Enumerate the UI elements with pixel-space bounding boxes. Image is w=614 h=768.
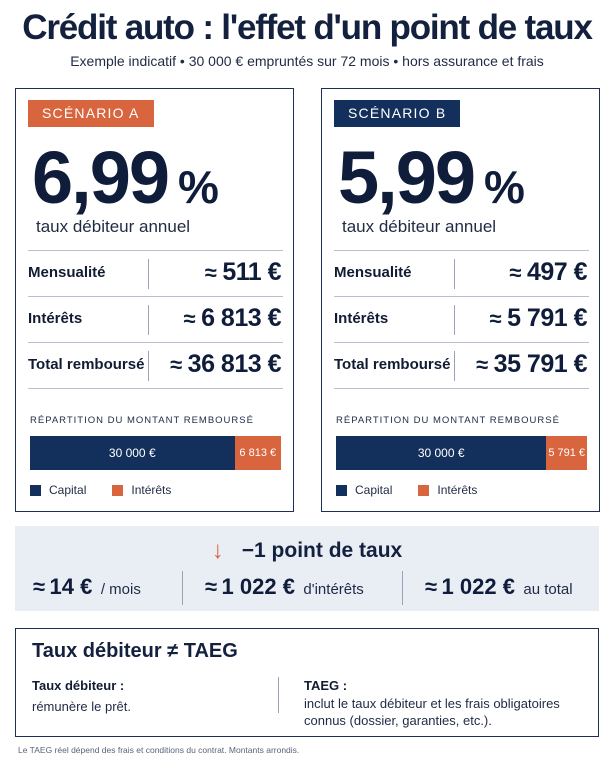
row-total bbox=[28, 342, 283, 387]
difference-monthly bbox=[33, 574, 141, 600]
row-divider bbox=[454, 305, 455, 335]
difference-divider bbox=[182, 571, 183, 605]
legend-capital: Capital bbox=[49, 483, 87, 497]
suffix: au total bbox=[523, 581, 573, 598]
row-value bbox=[170, 350, 281, 379]
rate-value: 6,99 bbox=[32, 136, 169, 219]
row-label: Intérêts bbox=[28, 310, 83, 327]
capital-segment: 30 000 € bbox=[30, 436, 235, 470]
capital-swatch bbox=[30, 485, 41, 496]
row-label: Intérêts bbox=[334, 310, 389, 327]
difference-total bbox=[425, 574, 573, 600]
row-divider bbox=[148, 259, 149, 289]
row-mensualite bbox=[28, 250, 283, 295]
amount: 5 791 € bbox=[507, 304, 587, 332]
row-interets bbox=[28, 296, 283, 341]
taux-debiteur-label: Taux débiteur : bbox=[32, 678, 125, 693]
approx-sign: ≈ bbox=[425, 574, 438, 599]
approx-sign: ≈ bbox=[183, 306, 196, 331]
scenario-b-card bbox=[321, 88, 600, 512]
row-divider-bottom bbox=[334, 388, 589, 389]
amount: 14 € bbox=[49, 574, 93, 599]
capital-swatch bbox=[336, 485, 347, 496]
taux-debiteur-text: rémunère le prêt. bbox=[32, 699, 131, 714]
amount: 6 813 € bbox=[201, 304, 281, 332]
definitions-title: Taux débiteur ≠ TAEG bbox=[32, 640, 238, 662]
suffix: d'intérêts bbox=[303, 581, 364, 598]
page-title: Crédit auto : l'effet d'un point de taux bbox=[22, 8, 592, 47]
difference-divider bbox=[402, 571, 403, 605]
interest-swatch bbox=[112, 485, 123, 496]
page-subtitle: Exemple indicatif • 30 000 € empruntés sur 72 mois • hors assurance et frais bbox=[70, 53, 544, 69]
split-legend bbox=[30, 483, 171, 497]
split-title: RÉPARTITION DU MONTANT REMBOURSÉ bbox=[30, 415, 254, 426]
approx-sign: ≈ bbox=[509, 260, 521, 285]
scenario-a-badge: SCÉNARIO A bbox=[28, 100, 154, 127]
scenario-b-rate bbox=[338, 135, 525, 220]
interest-segment: 6 813 € bbox=[235, 436, 281, 470]
scenario-a-rate bbox=[32, 135, 219, 220]
scenario-b-badge: SCÉNARIO B bbox=[334, 100, 460, 127]
taeg-label: TAEG : bbox=[304, 678, 348, 693]
legend-capital: Capital bbox=[355, 483, 393, 497]
difference-panel bbox=[15, 526, 599, 611]
difference-interest bbox=[205, 574, 364, 600]
amount: 36 813 € bbox=[187, 350, 281, 378]
row-divider bbox=[454, 351, 455, 381]
row-label: Mensualité bbox=[28, 264, 106, 281]
approx-sign: ≈ bbox=[33, 574, 46, 599]
row-divider bbox=[148, 351, 149, 381]
row-divider bbox=[148, 305, 149, 335]
split-bar bbox=[30, 436, 281, 470]
amount: 497 € bbox=[526, 258, 587, 286]
row-total bbox=[334, 342, 589, 387]
footnote: Le TAEG réel dépend des frais et conditions du contrat. Montants arrondis. bbox=[18, 745, 300, 755]
difference-title: −1 point de taux bbox=[241, 539, 403, 562]
scenario-a-card bbox=[15, 88, 294, 512]
rate-caption: taux débiteur annuel bbox=[36, 217, 191, 236]
approx-sign: ≈ bbox=[489, 306, 502, 331]
row-value bbox=[205, 258, 281, 287]
amount: 1 022 € bbox=[441, 574, 515, 599]
split-legend bbox=[336, 483, 477, 497]
legend-interest: Intérêts bbox=[437, 483, 478, 497]
difference-heading bbox=[15, 536, 599, 564]
amount: 1 022 € bbox=[221, 574, 295, 599]
capital-segment: 30 000 € bbox=[336, 436, 546, 470]
approx-sign: ≈ bbox=[204, 260, 217, 285]
interest-swatch bbox=[418, 485, 429, 496]
definitions-divider bbox=[278, 677, 279, 713]
interest-segment: 5 791 € bbox=[546, 436, 587, 470]
amount: 35 791 € bbox=[493, 350, 587, 378]
row-interets bbox=[334, 296, 589, 341]
definitions-panel bbox=[15, 628, 599, 737]
row-label: Total remboursé bbox=[334, 356, 451, 373]
approx-sign: ≈ bbox=[476, 352, 488, 377]
split-title: RÉPARTITION DU MONTANT REMBOURSÉ bbox=[336, 415, 560, 426]
suffix: / mois bbox=[100, 581, 141, 598]
taeg-text: inclut le taux débiteur et les frais obligatoires connus (dossier, garanties, etc.). bbox=[304, 696, 560, 728]
row-value bbox=[476, 350, 587, 379]
rate-caption: taux débiteur annuel bbox=[342, 217, 497, 236]
amount: 511 € bbox=[222, 258, 281, 286]
rate-unit: % bbox=[484, 161, 525, 213]
row-value bbox=[184, 304, 282, 333]
rate-value: 5,99 bbox=[338, 136, 475, 219]
row-divider-bottom bbox=[28, 388, 283, 389]
down-arrow-icon: ↓ bbox=[211, 537, 224, 564]
legend-interest: Intérêts bbox=[131, 483, 172, 497]
row-value bbox=[490, 304, 588, 333]
split-bar bbox=[336, 436, 587, 470]
rate-unit: % bbox=[178, 161, 219, 213]
row-label: Mensualité bbox=[334, 264, 412, 281]
row-label: Total remboursé bbox=[28, 356, 145, 373]
row-divider bbox=[454, 259, 455, 289]
row-value bbox=[509, 258, 587, 287]
approx-sign: ≈ bbox=[205, 574, 218, 599]
row-mensualite bbox=[334, 250, 589, 295]
approx-sign: ≈ bbox=[170, 352, 182, 377]
